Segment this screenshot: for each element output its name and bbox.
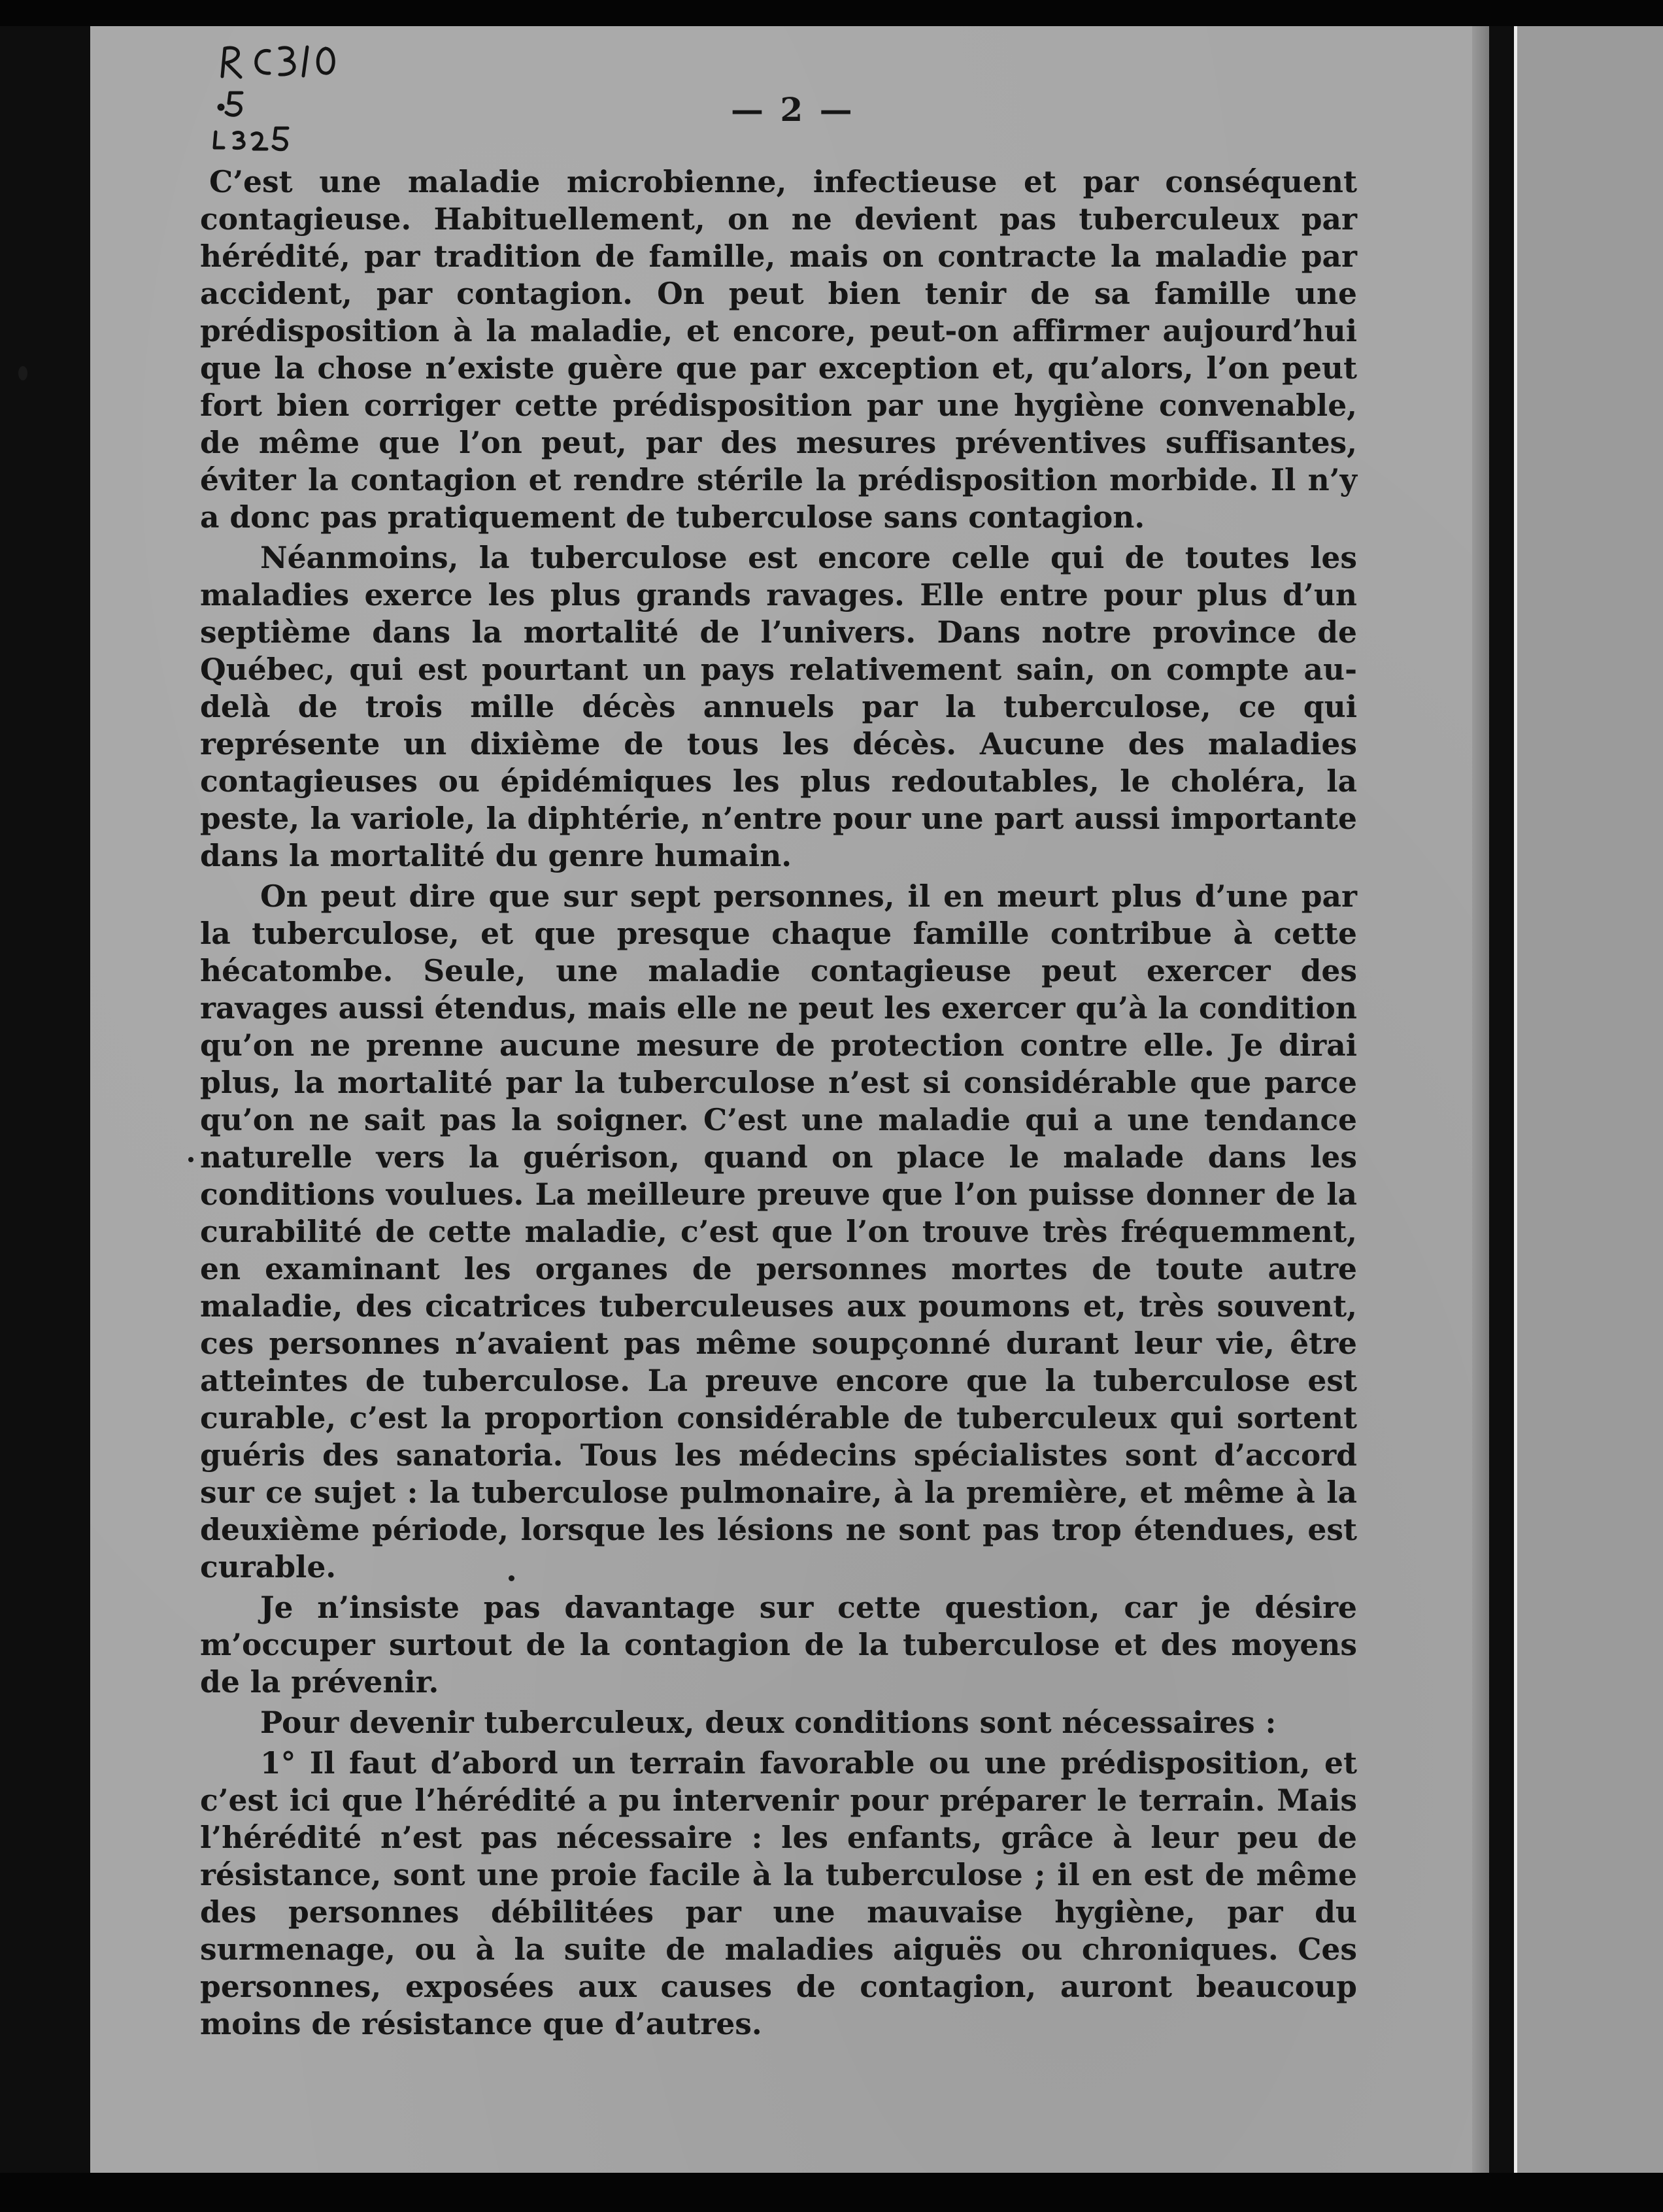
paragraph: C’est une maladie microbienne, infectieuse et par conséquent contagieuse. Habituellement, on ne devient pas tuberculeux par hérédité, par tradition de famille, mais on contracte la maladie par accident, par contagion. On peut bien tenir de sa famille une prédisposition à la maladie, et encore, peut-on affirmer aujourd’hui que la chose n’existe guère que par exception et, qu’alors, l’on peut fort bien corriger cette prédisposition par une hygiène convenable, de même que l’on peut, par des mesures préventives suffisantes, éviter la contagion et rendre stérile la prédisposition morbide. Il n’y a donc pas pratiquement de tuberculose sans contagion. (200, 164, 1357, 535)
body-text (200, 163, 1357, 2046)
paragraph: Je n’insiste pas davantage sur cette question, car je désire m’occuper surtout de la contagion de la tuberculose et des moyens de la prévenir. (200, 1590, 1357, 1700)
handwritten-call-number-drawing (196, 41, 366, 152)
paragraph: On peut dire que sur sept personnes, il en meurt plus d’une par la tuberculose, et que presque chaque famille contribue à cette hécatombe. Seule, une maladie contagieuse peut exercer des ravages aussi étendus, mais elle ne peut les exercer qu’à la condition qu’on ne prenne aucune mesure de protection contre elle. Je dirai plus, la mortalité par la tuberculose n’est si considérable que parce qu’on ne sait pas la soigner. C’est une maladie qui a une tendance naturelle vers la guérison, quand on place le malade dans les conditions voulues. La meilleure preuve que l’on puisse donner de la curabilité de cette maladie, c’est que l’on trouve très fréquemment, en examinant les organes de personnes mortes de toute autre maladie, des cicatrices tuberculeuses aux poumons et, très souvent, ces personnes n’avaient pas même soupçonné durant leur vie, être atteintes de tuberculose. La preuve encore que la tuberculose est curable, c’est la proportion considérable de tuberculeux qui sortent guéris des sanatoria. Tous les médecins spécialistes sont d’accord sur ce sujet : la tuberculose pulmonaire, à la première, et même à la deuxième période, lorsque les lésions ne sont pas trop étendues, est curable. (200, 879, 1357, 1584)
page-number: — 2 — (731, 90, 855, 129)
paragraph: 1° Il faut d’abord un terrain favorable ou une prédisposition, et c’est ici que l’hérédité a pu intervenir pour préparer le terrain. Mais l’hérédité n’est pas nécessaire : les enfants, grâce à leur peu de résistance, sont une proie facile à la tuberculose ; il en est de même des personnes débilitées par une mauvaise hygiène, par du surmenage, ou à la suite de maladies aiguës ou chroniques. Ces personnes, exposées aux causes de contagion, auront beaucoup moins de résistance que d’autres. (200, 1745, 1357, 2041)
film-border-bottom (0, 2173, 1663, 2212)
paragraph: Pour devenir tuberculeux, deux conditions sont nécessaires : (260, 1705, 1277, 1740)
film-speck (188, 1157, 193, 1162)
film-border-top (0, 0, 1663, 26)
adjacent-page-edge (1514, 26, 1663, 2177)
paragraph: Néanmoins, la tuberculose est encore celle qui de toutes les maladies exerce les plus grands ravages. Elle entre pour plus d’un septième dans la mortalité de l’univers. Dans notre province de Québec, qui est pourtant un pays relativement sain, on compte au-delà de trois mille décès annuels par la tuberculose, ce qui représente un dixième de tous les décès. Aucune des maladies contagieuses ou épidémiques les plus redoutables, le choléra, la peste, la variole, la diphtérie, n’entre pour une part aussi importante dans la mortalité du genre humain. (200, 540, 1357, 873)
film-speck (18, 366, 27, 380)
handwritten-call-number (196, 41, 366, 152)
